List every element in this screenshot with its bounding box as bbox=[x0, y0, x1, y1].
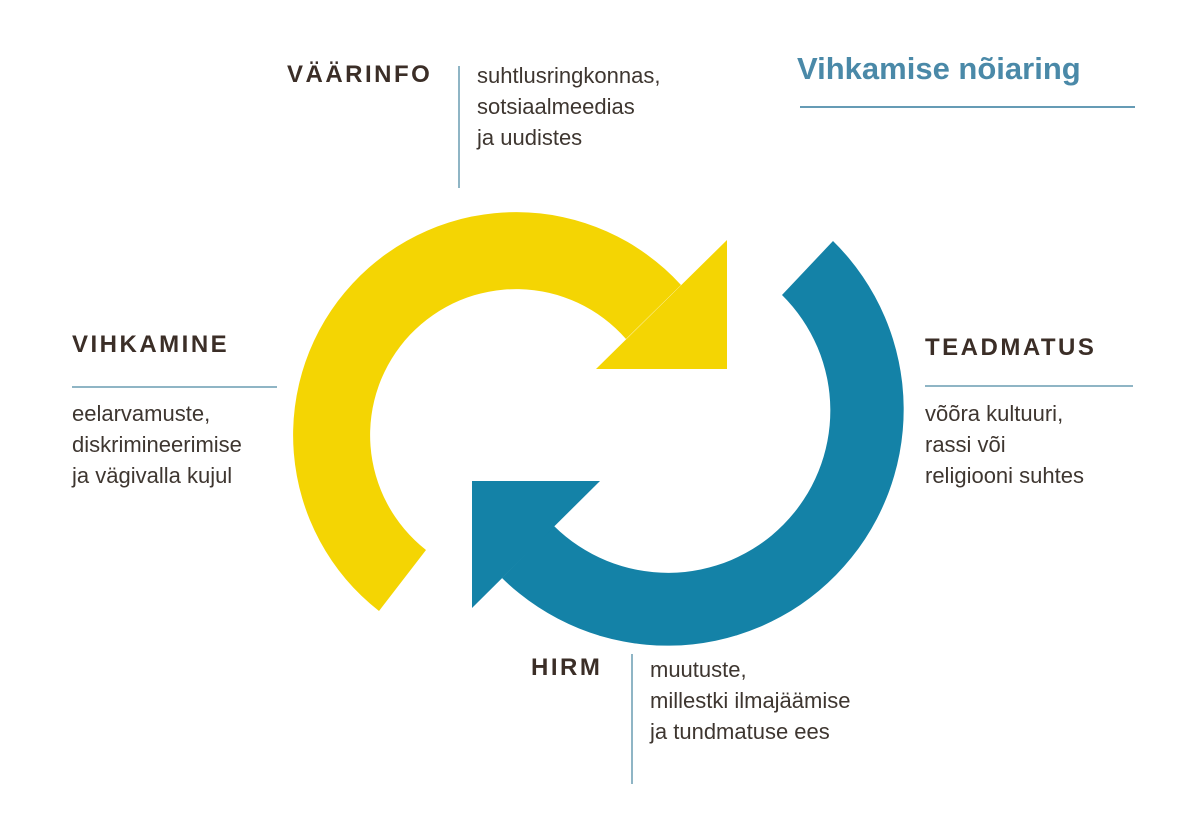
description-line: rassi või bbox=[925, 432, 1006, 457]
title-underline bbox=[800, 106, 1135, 108]
description-line: ja vägivalla kujul bbox=[72, 463, 233, 488]
description-line: ja uudistes bbox=[477, 125, 583, 150]
node-label-teadmatus: TEADMATUS bbox=[925, 334, 1097, 361]
node-label-vaarinfo: VÄÄRINFO bbox=[287, 61, 433, 88]
node-description-vaarinfo bbox=[477, 60, 660, 153]
divider-hirm bbox=[631, 654, 633, 784]
description-line: sotsiaalmeedias bbox=[477, 94, 635, 119]
description-line: eelarvamuste, bbox=[72, 401, 211, 426]
node-hirm bbox=[531, 646, 951, 796]
divider-vihkamine bbox=[72, 386, 277, 388]
divider-teadmatus bbox=[925, 385, 1133, 387]
description-line: diskrimineerimise bbox=[72, 432, 242, 457]
node-label-hirm: HIRM bbox=[531, 654, 603, 681]
description-line: suhtlusringkonnas, bbox=[477, 63, 661, 88]
node-vihkamine bbox=[72, 324, 302, 488]
node-teadmatus bbox=[925, 327, 1155, 487]
divider-vaarinfo bbox=[458, 66, 460, 188]
node-label-vihkamine: VIHKAMINE bbox=[72, 331, 230, 358]
node-description-hirm bbox=[650, 654, 850, 747]
page-title: Vihkamise nõiaring bbox=[797, 51, 1081, 86]
description-line: võõra kultuuri, bbox=[925, 401, 1064, 426]
node-description-vihkamine bbox=[72, 398, 242, 491]
node-vaarinfo bbox=[287, 52, 707, 202]
description-line: ja tundmatuse ees bbox=[650, 719, 830, 744]
description-line: muutuste, bbox=[650, 657, 747, 682]
description-line: millestki ilmajäämise bbox=[650, 688, 851, 713]
node-description-teadmatus bbox=[925, 398, 1084, 491]
description-line: religiooni suhtes bbox=[925, 463, 1084, 488]
